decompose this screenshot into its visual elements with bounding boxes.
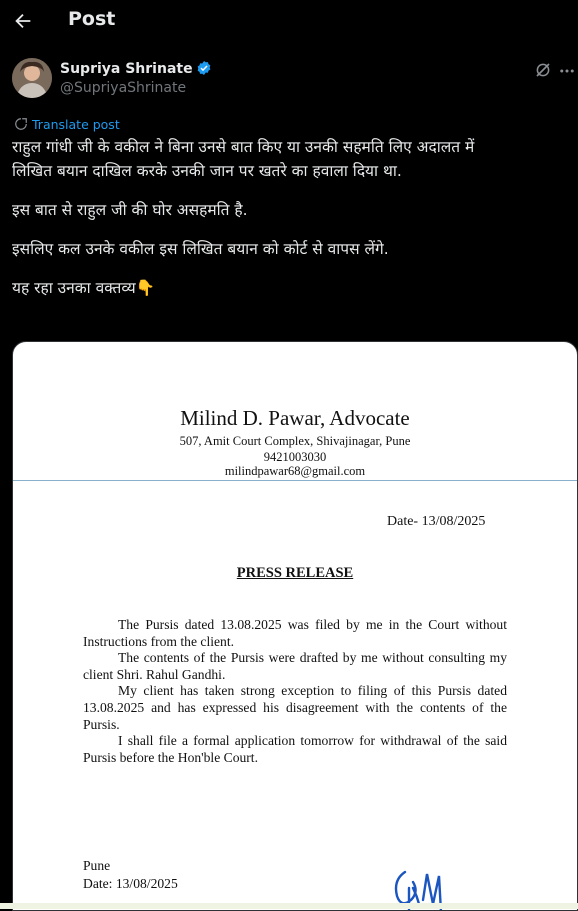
author-handle[interactable]: @SupriyaShrinate bbox=[60, 80, 187, 96]
more-options-icon[interactable] bbox=[558, 62, 576, 80]
translate-post-link[interactable] bbox=[14, 117, 120, 132]
advocate-address: 507, Amit Court Complex, Shivajinagar, Pune bbox=[179, 434, 411, 448]
body-paragraph: The contents of the Pursis were drafted by me without consulting my client Shri. Rahul Gandhi. bbox=[83, 650, 507, 682]
post-text bbox=[12, 135, 568, 300]
press-release-title: PRESS RELEASE bbox=[236, 565, 354, 581]
author-name-text[interactable]: Supriya Shrinate bbox=[60, 61, 193, 77]
advocate-email: milindpawar68@gmail.com bbox=[224, 464, 366, 478]
translate-icon bbox=[14, 117, 28, 131]
post-line: राहुल गांधी जी के वकील ने बिना उनसे बात किए या उनकी सहमति लिए अदालत में bbox=[12, 138, 475, 156]
press-release-body bbox=[83, 617, 507, 766]
press-release-image[interactable] bbox=[12, 341, 578, 911]
avatar[interactable] bbox=[12, 58, 52, 98]
grok-icon[interactable] bbox=[534, 61, 552, 79]
signature-place: Pune bbox=[83, 858, 111, 873]
post-line: लिखित बयान दाखिल करके उनकी जान पर खतरे का हवाला दिया था. bbox=[12, 162, 402, 180]
signature-date: Date: 13/08/2025 bbox=[83, 876, 178, 891]
author-name[interactable] bbox=[60, 60, 212, 77]
top-bar bbox=[0, 0, 578, 42]
body-paragraph: My client has taken strong exception to filing of this Pursis dated 13.08.2025 and has expressed his disagreement with the contents of the Pursis. bbox=[83, 683, 507, 732]
back-arrow-icon[interactable] bbox=[12, 10, 34, 32]
post-line: इसलिए कल उनके वकील इस लिखित बयान को कोर्ट से वापस लेंगे. bbox=[12, 240, 389, 258]
post-line: यह रहा उनका वक्तव्य👇 bbox=[12, 279, 155, 297]
document-date: Date- 13/08/2025 bbox=[387, 514, 486, 529]
page-title: Post bbox=[68, 8, 116, 30]
advocate-phone: 9421003030 bbox=[263, 450, 327, 464]
translate-label[interactable]: Translate post bbox=[32, 117, 120, 132]
advocate-name: Milind D. Pawar, Advocate bbox=[180, 406, 410, 430]
body-paragraph: The Pursis dated 13.08.2025 was filed by me in the Court without Instructions from the client. bbox=[83, 617, 507, 649]
body-paragraph: I shall file a formal application tomorrow for withdrawal of the said Pursis before the Hon'ble Court. bbox=[83, 733, 507, 765]
post-line: इस बात से राहुल जी की घोर असहमति है. bbox=[12, 201, 248, 219]
verified-badge-icon bbox=[196, 60, 212, 76]
bottom-strip bbox=[0, 903, 578, 909]
letterhead-divider bbox=[13, 480, 577, 481]
